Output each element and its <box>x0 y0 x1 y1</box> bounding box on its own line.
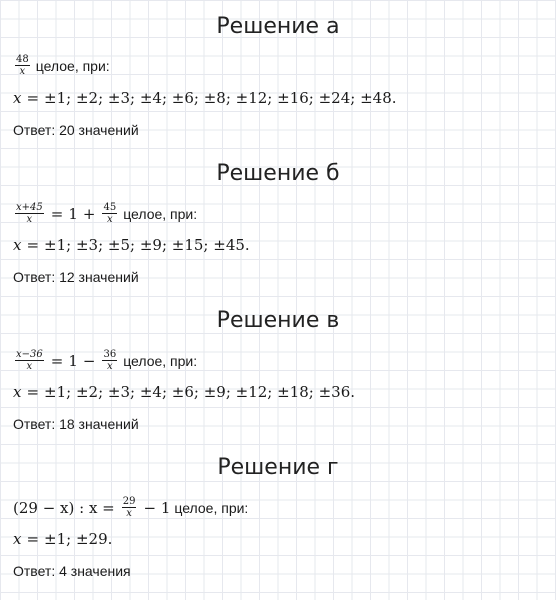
condition-text: целое, при: <box>174 499 249 516</box>
values-list: ±1; ±2; ±3; ±4; ±6; ±9; ±12; ±18; ±36. <box>44 383 356 401</box>
section-b-values: x = ±1; ±3; ±5; ±9; ±15; ±45. <box>13 236 250 254</box>
fraction: $\frac{29}{x}$ <box>122 496 136 519</box>
section-a-answer: Ответ: 20 значений <box>13 122 139 138</box>
values-list: ±1; ±3; ±5; ±9; ±15; ±45. <box>44 236 250 254</box>
section-g-condition <box>13 496 248 519</box>
section-a-values: x = ±1; ±2; ±3; ±4; ±6; ±8; ±12; ±16; ±24; ±48. <box>13 89 397 107</box>
section-g-heading: Решение г <box>217 455 339 480</box>
section-v <box>0 306 556 432</box>
values-list: ±1; ±29. <box>44 530 113 548</box>
section-b-heading: Решение б <box>216 161 340 186</box>
condition-text: целое, при: <box>123 352 198 369</box>
expression-left: (29 − x) : x = <box>13 498 115 517</box>
section-a-condition <box>13 54 110 77</box>
expression-right: − 1 <box>143 498 171 517</box>
fraction: $\frac{x+45}{x}$ <box>16 202 43 225</box>
section-v-answer: Ответ: 18 значений <box>13 416 139 432</box>
section-a <box>0 12 556 138</box>
section-v-values: x = ±1; ±2; ±3; ±4; ±6; ±9; ±12; ±18; ±36. <box>13 383 356 401</box>
section-v-heading: Решение в <box>216 308 340 333</box>
section-b-condition: $\frac{x+45}{x}$ = 1 + $\frac{45}{x}$ целое, при: <box>16 202 198 225</box>
section-g-values: x = ±1; ±29. <box>13 530 113 548</box>
fraction: $\frac{45}{x}$ <box>103 202 117 225</box>
section-g <box>0 453 556 579</box>
section-a-heading: Решение а <box>216 14 340 39</box>
values-list: ±1; ±2; ±3; ±4; ±6; ±8; ±12; ±16; ±24; ±48. <box>44 89 397 107</box>
condition-text: целое, при: <box>35 57 110 74</box>
section-b <box>0 159 556 285</box>
section-v-condition: $\frac{x-36}{x}$ = 1 − $\frac{36}{x}$ целое, при: <box>16 349 198 372</box>
fraction: $\frac{36}{x}$ <box>103 349 117 372</box>
fraction: $\frac{x-36}{x}$ <box>16 349 43 372</box>
condition-text: целое, при: <box>123 205 198 222</box>
section-b-answer: Ответ: 12 значений <box>13 269 139 285</box>
fraction: $\frac{48}{x}$ <box>16 54 29 77</box>
section-g-answer: Ответ: 4 значения <box>13 563 131 579</box>
